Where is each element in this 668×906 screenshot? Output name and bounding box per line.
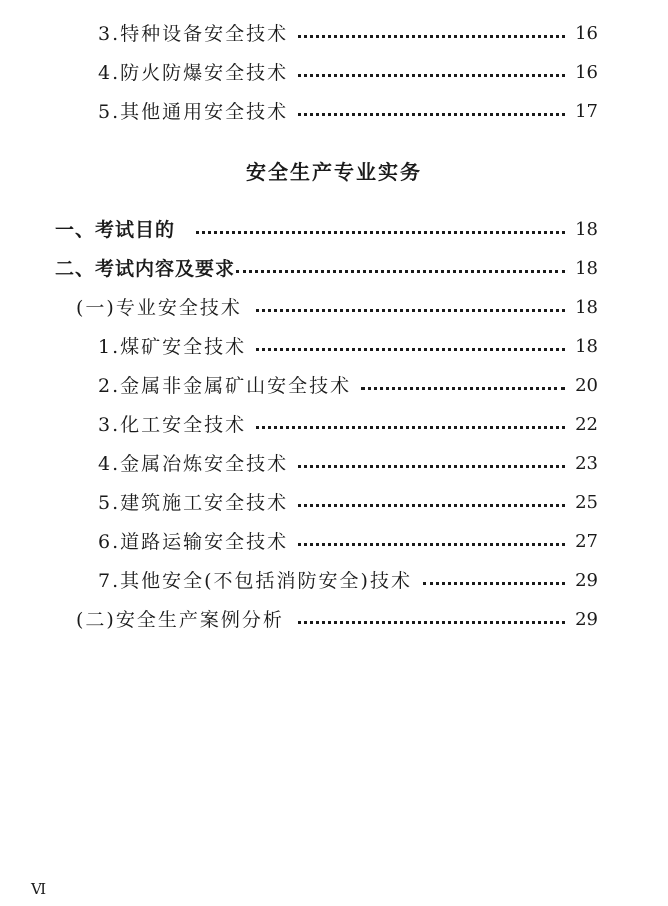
toc-entry-label: (二)安全生产案例分析 bbox=[76, 609, 284, 631]
toc-entry-label: (一)专业安全技术 bbox=[76, 297, 242, 319]
toc-leader-dots bbox=[298, 74, 565, 77]
toc-entry-page: 18 bbox=[575, 258, 598, 279]
section-title: 安全生产专业实务 bbox=[246, 160, 422, 184]
toc-leader-dots bbox=[298, 35, 565, 38]
toc-entry-page: 29 bbox=[575, 609, 598, 630]
toc-entry[interactable] bbox=[0, 607, 668, 633]
page-number: Ⅵ bbox=[31, 880, 47, 898]
toc-entry-page: 25 bbox=[575, 492, 598, 513]
toc-entry-label: 1.煤矿安全技术 bbox=[98, 336, 247, 358]
toc-entry-label: 二、考试内容及要求 bbox=[55, 258, 236, 280]
toc-entry-page: 17 bbox=[575, 101, 598, 122]
toc-leader-dots bbox=[256, 309, 565, 312]
toc-entry[interactable] bbox=[0, 295, 668, 321]
toc-entry-page: 16 bbox=[575, 62, 598, 83]
toc-entry[interactable] bbox=[0, 412, 668, 438]
toc-leader-dots bbox=[236, 270, 565, 273]
toc-entry-label: 5.其他通用安全技术 bbox=[98, 101, 289, 123]
toc-entry[interactable] bbox=[0, 373, 668, 399]
toc-entry-page: 27 bbox=[575, 531, 598, 552]
toc-entry[interactable] bbox=[0, 217, 668, 243]
toc-entry[interactable] bbox=[0, 99, 668, 125]
toc-leader-dots bbox=[298, 465, 565, 468]
toc-entry-label: 3.特种设备安全技术 bbox=[98, 23, 289, 45]
toc-entry-label: 4.防火防爆安全技术 bbox=[98, 62, 289, 84]
toc-leader-dots bbox=[298, 621, 565, 624]
toc-entry-page: 29 bbox=[575, 570, 598, 591]
toc-entry-page: 20 bbox=[575, 375, 598, 396]
toc-entry[interactable] bbox=[0, 490, 668, 516]
toc-leader-dots bbox=[298, 504, 565, 507]
toc-leader-dots bbox=[196, 231, 565, 234]
toc-leader-dots bbox=[423, 582, 565, 585]
toc-entry[interactable] bbox=[0, 334, 668, 360]
toc-entry-label: 3.化工安全技术 bbox=[98, 414, 247, 436]
toc-entry[interactable] bbox=[0, 60, 668, 86]
toc-entry-label: 2.金属非金属矿山安全技术 bbox=[98, 375, 352, 397]
toc-leader-dots bbox=[256, 426, 565, 429]
toc-entry-label: 7.其他安全(不包括消防安全)技术 bbox=[98, 570, 412, 592]
toc-entry-label: 5.建筑施工安全技术 bbox=[98, 492, 289, 514]
toc-entry-page: 16 bbox=[575, 23, 598, 44]
toc-entry-page: 22 bbox=[575, 414, 598, 435]
toc-entry-label: 4.金属冶炼安全技术 bbox=[98, 453, 289, 475]
toc-leader-dots bbox=[361, 387, 565, 390]
toc-entry-page: 18 bbox=[575, 297, 598, 318]
toc-leader-dots bbox=[256, 348, 565, 351]
toc-entry-page: 18 bbox=[575, 219, 598, 240]
toc-entry-label: 6.道路运输安全技术 bbox=[98, 531, 289, 553]
toc-entry[interactable] bbox=[0, 21, 668, 47]
toc-leader-dots bbox=[298, 113, 565, 116]
toc-entry[interactable] bbox=[0, 451, 668, 477]
toc-entry[interactable] bbox=[0, 568, 668, 594]
toc-entry-label: 一、考试目的 bbox=[55, 219, 176, 241]
toc-entry-page: 18 bbox=[575, 336, 598, 357]
toc-entry[interactable] bbox=[0, 256, 668, 282]
toc-entry[interactable] bbox=[0, 529, 668, 555]
toc-leader-dots bbox=[298, 543, 565, 546]
toc-entry-page: 23 bbox=[575, 453, 598, 474]
